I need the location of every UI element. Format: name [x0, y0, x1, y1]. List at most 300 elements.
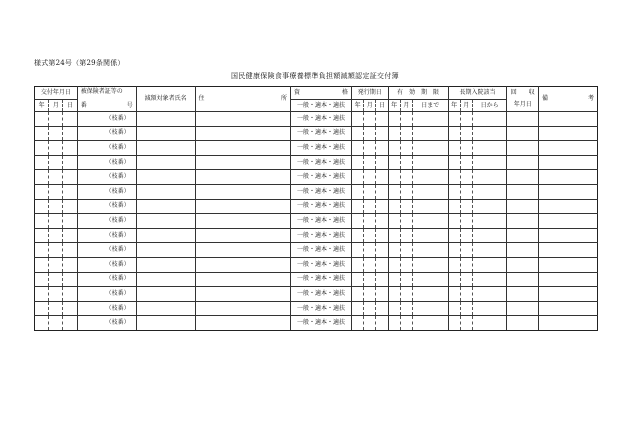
validity-month-cell — [400, 214, 412, 229]
address-header-left: 住 — [198, 95, 205, 102]
issue-day-header: 日 — [63, 100, 77, 112]
target-name-cell — [136, 257, 195, 272]
validity-year-cell — [388, 316, 400, 331]
long-term-year-cell — [448, 243, 460, 258]
application-day-cell — [376, 257, 388, 272]
address-cell — [195, 272, 291, 287]
collection-date-cell — [507, 112, 538, 127]
application-month-cell — [364, 316, 376, 331]
long-term-from-header: 日から — [472, 100, 507, 112]
issue-day-cell — [63, 287, 77, 302]
application-day-header: 日 — [376, 100, 388, 112]
issue-year-cell — [35, 214, 49, 229]
validity-day-cell — [412, 243, 448, 258]
long-term-month-cell — [460, 272, 472, 287]
branch-number-cell: （枝番） — [77, 199, 136, 214]
branch-number-cell: （枝番） — [77, 214, 136, 229]
issue-year-cell — [35, 184, 49, 199]
validity-month-cell — [400, 170, 412, 185]
issue-year-cell — [35, 243, 49, 258]
branch-number-cell: （枝番） — [77, 184, 136, 199]
collection-date-cell — [507, 301, 538, 316]
branch-number-cell: （枝番） — [77, 112, 136, 127]
long-term-month-cell — [460, 316, 472, 331]
target-name-cell — [136, 301, 195, 316]
target-name-cell — [136, 316, 195, 331]
long-term-year-cell — [448, 257, 460, 272]
issue-month-cell — [49, 301, 63, 316]
remarks-header-right: 考 — [587, 95, 594, 102]
address-cell — [195, 112, 291, 127]
application-year-header: 年 — [351, 100, 363, 112]
application-year-cell — [351, 257, 363, 272]
application-day-cell — [376, 141, 388, 156]
validity-year-cell — [388, 155, 400, 170]
issue-day-cell — [63, 155, 77, 170]
application-date-header: 発行期日 — [351, 87, 388, 100]
application-day-cell — [376, 287, 388, 302]
address-cell — [195, 316, 291, 331]
eligibility-cell: 一般・適本・適扶 — [291, 199, 352, 214]
validity-header: 有 効 期 限 — [388, 87, 448, 100]
eligibility-cell: 一般・適本・適扶 — [291, 184, 352, 199]
validity-month-header: 月 — [400, 100, 412, 112]
insured-card-number-ban: 番 — [80, 102, 87, 109]
application-year-cell — [351, 272, 363, 287]
issue-year-cell — [35, 170, 49, 185]
long-term-day-cell — [472, 141, 507, 156]
validity-year-cell — [388, 141, 400, 156]
insured-card-number-line1: 被保険者証等の — [80, 88, 123, 95]
address-cell — [195, 126, 291, 141]
remarks-cell — [538, 257, 597, 272]
address-header-right: 所 — [281, 95, 288, 102]
issue-month-cell — [49, 170, 63, 185]
validity-day-cell — [412, 228, 448, 243]
validity-year-cell — [388, 170, 400, 185]
address-cell — [195, 184, 291, 199]
validity-until-header: 日まで — [412, 100, 448, 112]
issue-month-cell — [49, 141, 63, 156]
eligibility-header — [291, 87, 352, 100]
register-row — [35, 184, 598, 199]
application-year-cell — [351, 126, 363, 141]
application-day-cell — [376, 155, 388, 170]
remarks-cell — [538, 112, 597, 127]
long-term-month-cell — [460, 155, 472, 170]
long-term-month-cell — [460, 228, 472, 243]
long-term-day-cell — [472, 316, 507, 331]
register-row — [35, 155, 598, 170]
issue-day-cell — [63, 170, 77, 185]
header-row-1 — [35, 87, 598, 100]
application-month-cell — [364, 257, 376, 272]
issue-year-cell — [35, 316, 49, 331]
long-term-day-cell — [472, 228, 507, 243]
issue-month-cell — [49, 112, 63, 127]
address-cell — [195, 301, 291, 316]
long-term-month-cell — [460, 141, 472, 156]
issue-month-cell — [49, 272, 63, 287]
issue-day-cell — [63, 272, 77, 287]
validity-day-cell — [412, 257, 448, 272]
validity-day-cell — [412, 287, 448, 302]
remarks-cell — [538, 141, 597, 156]
issue-year-cell — [35, 199, 49, 214]
validity-month-cell — [400, 257, 412, 272]
application-month-cell — [364, 243, 376, 258]
target-name-cell — [136, 287, 195, 302]
issue-month-cell — [49, 214, 63, 229]
remarks-cell — [538, 170, 597, 185]
remarks-cell — [538, 243, 597, 258]
long-term-day-cell — [472, 155, 507, 170]
register-row — [35, 243, 598, 258]
long-term-year-cell — [448, 112, 460, 127]
branch-number-cell: （枝番） — [77, 272, 136, 287]
long-term-month-cell — [460, 112, 472, 127]
application-year-cell — [351, 214, 363, 229]
validity-day-cell — [412, 155, 448, 170]
register-row — [35, 170, 598, 185]
validity-month-cell — [400, 243, 412, 258]
collection-date-cell — [507, 155, 538, 170]
application-month-cell — [364, 199, 376, 214]
validity-year-cell — [388, 287, 400, 302]
branch-number-cell: （枝番） — [77, 243, 136, 258]
long-term-day-cell — [472, 170, 507, 185]
eligibility-cell: 一般・適本・適扶 — [291, 228, 352, 243]
register-row — [35, 316, 598, 331]
validity-year-cell — [388, 243, 400, 258]
application-day-cell — [376, 272, 388, 287]
remarks-cell — [538, 301, 597, 316]
validity-month-cell — [400, 126, 412, 141]
validity-month-cell — [400, 112, 412, 127]
remarks-cell — [538, 228, 597, 243]
collection-date-cell — [507, 316, 538, 331]
collection-date-cell — [507, 141, 538, 156]
issue-year-cell — [35, 126, 49, 141]
target-name-cell — [136, 155, 195, 170]
validity-month-cell — [400, 155, 412, 170]
eligibility-cell: 一般・適本・適扶 — [291, 112, 352, 127]
validity-month-cell — [400, 287, 412, 302]
issue-year-cell — [35, 228, 49, 243]
validity-day-cell — [412, 301, 448, 316]
collection-header-line1: 回 収 — [510, 89, 535, 96]
register-row — [35, 272, 598, 287]
long-term-day-cell — [472, 199, 507, 214]
address-cell — [195, 287, 291, 302]
eligibility-cell: 一般・適本・適扶 — [291, 301, 352, 316]
issue-year-cell — [35, 287, 49, 302]
application-day-cell — [376, 112, 388, 127]
address-header — [195, 87, 291, 112]
issue-month-header: 月 — [49, 100, 63, 112]
validity-year-cell — [388, 272, 400, 287]
validity-month-cell — [400, 272, 412, 287]
eligibility-cell: 一般・適本・適扶 — [291, 243, 352, 258]
application-year-cell — [351, 243, 363, 258]
validity-day-cell — [412, 126, 448, 141]
application-month-cell — [364, 155, 376, 170]
issuance-register-table — [34, 86, 598, 331]
remarks-cell — [538, 316, 597, 331]
long-term-year-cell — [448, 316, 460, 331]
branch-number-cell: （枝番） — [77, 316, 136, 331]
branch-number-cell: （枝番） — [77, 228, 136, 243]
application-month-cell — [364, 214, 376, 229]
application-year-cell — [351, 228, 363, 243]
address-cell — [195, 199, 291, 214]
branch-number-cell: （枝番） — [77, 141, 136, 156]
target-name-cell — [136, 214, 195, 229]
eligibility-cell: 一般・適本・適扶 — [291, 155, 352, 170]
application-day-cell — [376, 170, 388, 185]
validity-day-cell — [412, 214, 448, 229]
long-term-month-cell — [460, 243, 472, 258]
issue-month-cell — [49, 257, 63, 272]
collection-date-cell — [507, 214, 538, 229]
issue-month-cell — [49, 184, 63, 199]
validity-month-cell — [400, 199, 412, 214]
target-name-cell — [136, 184, 195, 199]
eligibility-header-left: 資 — [294, 89, 301, 96]
issue-day-cell — [63, 257, 77, 272]
branch-number-cell: （枝番） — [77, 287, 136, 302]
validity-month-cell — [400, 301, 412, 316]
address-cell — [195, 257, 291, 272]
address-cell — [195, 170, 291, 185]
register-row — [35, 287, 598, 302]
long-term-day-cell — [472, 287, 507, 302]
long-term-month-cell — [460, 170, 472, 185]
issue-day-cell — [63, 316, 77, 331]
application-year-cell — [351, 184, 363, 199]
validity-year-cell — [388, 257, 400, 272]
issue-year-header: 年 — [35, 100, 49, 112]
target-name-cell — [136, 141, 195, 156]
remarks-cell — [538, 155, 597, 170]
application-month-cell — [364, 272, 376, 287]
long-term-month-cell — [460, 287, 472, 302]
issue-day-cell — [63, 141, 77, 156]
eligibility-values-header: 一般・適本・適扶 — [291, 100, 352, 112]
eligibility-header-right: 格 — [341, 89, 348, 96]
application-month-cell — [364, 228, 376, 243]
application-day-cell — [376, 214, 388, 229]
application-year-cell — [351, 155, 363, 170]
long-term-month-cell — [460, 126, 472, 141]
target-name-cell — [136, 228, 195, 243]
remarks-cell — [538, 214, 597, 229]
issue-month-cell — [49, 243, 63, 258]
long-term-month-cell — [460, 199, 472, 214]
remarks-cell — [538, 126, 597, 141]
target-name-cell — [136, 170, 195, 185]
issue-day-cell — [63, 243, 77, 258]
eligibility-cell: 一般・適本・適扶 — [291, 316, 352, 331]
eligibility-cell: 一般・適本・適扶 — [291, 126, 352, 141]
application-day-cell — [376, 199, 388, 214]
long-term-day-cell — [472, 184, 507, 199]
application-month-cell — [364, 287, 376, 302]
application-day-cell — [376, 243, 388, 258]
validity-day-cell — [412, 199, 448, 214]
register-row — [35, 112, 598, 127]
long-term-month-cell — [460, 301, 472, 316]
long-term-month-header: 月 — [460, 100, 472, 112]
eligibility-cell: 一般・適本・適扶 — [291, 272, 352, 287]
target-name-cell — [136, 272, 195, 287]
target-name-cell — [136, 199, 195, 214]
register-row — [35, 257, 598, 272]
issue-day-cell — [63, 112, 77, 127]
long-term-month-cell — [460, 257, 472, 272]
eligibility-cell: 一般・適本・適扶 — [291, 141, 352, 156]
validity-year-cell — [388, 126, 400, 141]
eligibility-cell: 一般・適本・適扶 — [291, 287, 352, 302]
long-term-day-cell — [472, 301, 507, 316]
application-year-cell — [351, 141, 363, 156]
remarks-cell — [538, 199, 597, 214]
validity-month-cell — [400, 141, 412, 156]
application-day-cell — [376, 316, 388, 331]
form-number: 様式第24号（第29条関係） — [34, 59, 125, 67]
validity-year-cell — [388, 214, 400, 229]
issue-year-cell — [35, 155, 49, 170]
long-term-day-cell — [472, 112, 507, 127]
insured-card-number-header — [77, 87, 136, 112]
application-year-cell — [351, 316, 363, 331]
address-cell — [195, 243, 291, 258]
long-term-year-cell — [448, 170, 460, 185]
application-month-cell — [364, 301, 376, 316]
collection-date-cell — [507, 243, 538, 258]
insured-card-number-go: 号 — [126, 102, 133, 109]
issue-day-cell — [63, 126, 77, 141]
branch-number-cell: （枝番） — [77, 301, 136, 316]
collection-header-line2: 年月日 — [513, 101, 532, 108]
issue-year-cell — [35, 257, 49, 272]
branch-number-cell: （枝番） — [77, 170, 136, 185]
remarks-cell — [538, 184, 597, 199]
collection-date-cell — [507, 199, 538, 214]
validity-year-cell — [388, 228, 400, 243]
collection-date-cell — [507, 257, 538, 272]
issue-year-cell — [35, 112, 49, 127]
issue-year-cell — [35, 301, 49, 316]
application-month-cell — [364, 112, 376, 127]
issue-day-cell — [63, 214, 77, 229]
issue-month-cell — [49, 287, 63, 302]
issue-month-cell — [49, 228, 63, 243]
issue-date-header: 交付年月日 — [35, 87, 78, 100]
application-month-cell — [364, 184, 376, 199]
long-term-year-cell — [448, 214, 460, 229]
validity-day-cell — [412, 316, 448, 331]
long-term-year-cell — [448, 272, 460, 287]
long-term-year-cell — [448, 199, 460, 214]
address-cell — [195, 141, 291, 156]
validity-day-cell — [412, 170, 448, 185]
issue-day-cell — [63, 228, 77, 243]
validity-day-cell — [412, 272, 448, 287]
issue-year-cell — [35, 141, 49, 156]
application-month-cell — [364, 170, 376, 185]
target-name-cell — [136, 112, 195, 127]
application-year-cell — [351, 301, 363, 316]
target-name-cell — [136, 243, 195, 258]
register-row — [35, 214, 598, 229]
long-term-year-cell — [448, 126, 460, 141]
validity-day-cell — [412, 141, 448, 156]
long-term-year-cell — [448, 228, 460, 243]
eligibility-cell: 一般・適本・適扶 — [291, 170, 352, 185]
branch-number-cell: （枝番） — [77, 155, 136, 170]
eligibility-cell: 一般・適本・適扶 — [291, 257, 352, 272]
validity-day-cell — [412, 184, 448, 199]
application-year-cell — [351, 112, 363, 127]
validity-year-cell — [388, 199, 400, 214]
long-term-header: 長期入院該当 — [448, 87, 507, 100]
issue-month-cell — [49, 126, 63, 141]
issue-year-cell — [35, 272, 49, 287]
application-day-cell — [376, 126, 388, 141]
long-term-year-header: 年 — [448, 100, 460, 112]
application-month-cell — [364, 141, 376, 156]
validity-year-header: 年 — [388, 100, 400, 112]
issue-month-cell — [49, 199, 63, 214]
validity-month-cell — [400, 184, 412, 199]
address-cell — [195, 228, 291, 243]
application-day-cell — [376, 301, 388, 316]
application-day-cell — [376, 228, 388, 243]
application-day-cell — [376, 184, 388, 199]
long-term-year-cell — [448, 141, 460, 156]
issue-day-cell — [63, 199, 77, 214]
long-term-month-cell — [460, 184, 472, 199]
collection-date-cell — [507, 126, 538, 141]
application-year-cell — [351, 199, 363, 214]
validity-year-cell — [388, 184, 400, 199]
branch-number-cell: （枝番） — [77, 126, 136, 141]
validity-month-cell — [400, 316, 412, 331]
long-term-day-cell — [472, 243, 507, 258]
register-row — [35, 228, 598, 243]
application-month-cell — [364, 126, 376, 141]
issue-day-cell — [63, 301, 77, 316]
collection-date-cell — [507, 287, 538, 302]
collection-date-header — [507, 87, 538, 112]
long-term-day-cell — [472, 257, 507, 272]
validity-month-cell — [400, 228, 412, 243]
collection-date-cell — [507, 272, 538, 287]
address-cell — [195, 214, 291, 229]
validity-day-cell — [412, 112, 448, 127]
long-term-day-cell — [472, 126, 507, 141]
remarks-cell — [538, 272, 597, 287]
long-term-day-cell — [472, 272, 507, 287]
target-name-header: 減額対象者氏名 — [136, 87, 195, 112]
application-year-cell — [351, 287, 363, 302]
issue-day-cell — [63, 184, 77, 199]
application-year-cell — [351, 170, 363, 185]
address-cell — [195, 155, 291, 170]
collection-date-cell — [507, 170, 538, 185]
long-term-year-cell — [448, 287, 460, 302]
